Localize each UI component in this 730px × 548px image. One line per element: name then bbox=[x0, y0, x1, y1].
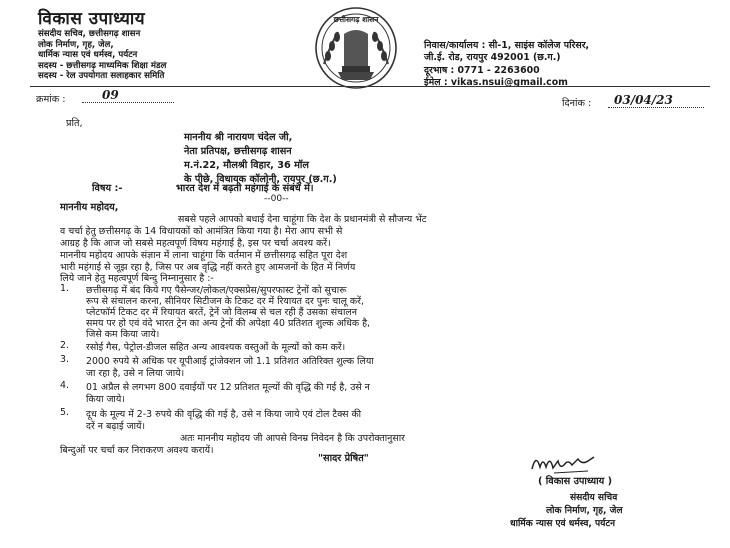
paragraph-line: भारी महंगाई से जूझ रहा है, जिस पर अब वृद्धि नहीं करते हुए आमजनों के हित में निर्णय bbox=[60, 262, 356, 273]
regards: "सादर प्रेषित" bbox=[318, 453, 369, 464]
signatory-title: संसदीय सचिव bbox=[570, 493, 618, 503]
recipient-line: के पीछे, विधायक कॉलोनी, रायपुर (छ.ग.) bbox=[184, 174, 337, 185]
address-line: जी.ई. रोड, रायपुर 492001 (छ.ग.) bbox=[424, 52, 561, 64]
ref-label: क्रमांक : bbox=[36, 94, 66, 105]
point-number: 1. bbox=[60, 283, 69, 294]
point-line: दूध के मूल्य में 2-3 रुपये की वृद्धि की गई है, उसे न किया जाये एवं टोल टैक्स की bbox=[86, 409, 362, 420]
recipient-line: नेता प्रतिपक्ष, छत्तीसगढ़ शासन bbox=[184, 146, 292, 157]
point-number: 5. bbox=[60, 407, 69, 418]
point-line: किया जाये। bbox=[86, 394, 125, 405]
phone-line: दूरभाष : 0771 - 2263600 bbox=[424, 64, 540, 76]
point-line: छत्तीसगढ़ में बंद किये गए पैसेन्जर/लोकल/एक्सप्रेस/सुपरफास्ट ट्रेनों को सुचारू bbox=[86, 285, 347, 296]
point-line: जा रहा है, उसे न लिया जाये। bbox=[86, 368, 185, 379]
ref-number: 09 bbox=[82, 88, 174, 103]
point-number: 4. bbox=[60, 380, 69, 391]
prati-label: प्रति, bbox=[66, 118, 83, 129]
paragraph-line: सबसे पहले आपको बधाई देना चाहूंगा कि देश के प्रधानमंत्री से सौजन्य भेंट bbox=[178, 214, 427, 225]
date-label: दिनांक : bbox=[562, 98, 592, 109]
subject-text: भारत देश में बढ़ती महंगाई के संबंध में। bbox=[176, 183, 314, 194]
salutation: माननीय महोदय, bbox=[60, 202, 119, 213]
designation-line: संसदीय सचिव, छत्तीसगढ़ शासन bbox=[38, 29, 141, 39]
point-line: रूप से संचालन करना, सीनियर सिटीजन के टिकट दर में रियायत दर पुनः चालू करें, bbox=[86, 296, 364, 307]
paragraph-line: आग्रह है कि आज जो सबसे महत्वपूर्ण विषय महंगाई है, इस पर चर्चा अवश्य करें। bbox=[60, 238, 331, 249]
point-number: 2. bbox=[60, 340, 69, 351]
address-line: निवास/कार्यालय : सी-1, साइंस कॉलेज परिसर, bbox=[424, 40, 590, 51]
sender-name: विकास उपाध्याय bbox=[38, 9, 146, 29]
designation-line: लोक निर्माण, गृह, जेल, bbox=[38, 39, 114, 50]
paragraph-line: माननीय महोदय आपके संज्ञान में लाना चाहूंगा कि वर्तमान में छत्तीसगढ़ सहित पूरा देश bbox=[60, 250, 348, 261]
point-line: समय पर हो एवं वंदे भारत ट्रेन का अन्य ट्रेनों की अपेक्षा 40 प्रतिशत शुल्क अधिक है, bbox=[86, 318, 371, 329]
state-emblem-icon bbox=[308, 6, 404, 90]
recipient-line: माननीय श्री नारायण चंदेल जी, bbox=[184, 132, 293, 143]
emblem-text: छत्तीसगढ़ शासन bbox=[333, 15, 379, 24]
point-line: 01 अप्रैल से लगभग 800 दवाईयों पर 12 प्रतिशत मूल्यों की वृद्धि की गई है, उसे न bbox=[86, 382, 370, 393]
letterhead-right bbox=[424, 40, 714, 90]
signatory-title: धार्मिक न्यास एवं धर्मस्व, पर्यटन bbox=[510, 519, 616, 529]
designation-line: सदस्य - रेल उपयोगता सलाहकार समिति bbox=[38, 71, 165, 82]
paragraph-line: लिये जाने हेतु महत्वपूर्ण बिन्दु निम्नानुसार है :- bbox=[60, 273, 214, 284]
point-line: दरें न बढ़ाई जायें। bbox=[86, 421, 145, 432]
paragraph-line: व चर्चा हेतु छत्तीसगढ़ के 14 विधायकों को आमंत्रित किया गया है। मेरा आप सभी से bbox=[60, 226, 343, 237]
recipient-line: म.नं.22, मौलश्री विहार, 36 मॉल bbox=[184, 160, 309, 171]
designation-line: धार्मिक न्यास एवं धर्मस्व, पर्यटन bbox=[38, 50, 138, 61]
point-line: रसोई गैस, पेट्रोल-डीजल सहित अन्य आवश्यक वस्तुओं के मूल्यों को कम करें। bbox=[86, 342, 346, 353]
subject-label: विषय :- bbox=[92, 183, 123, 194]
point-line: जिसे कम किया जाये। bbox=[86, 329, 160, 340]
designation-line: सदस्य - छत्तीसगढ़ माध्यमिक शिक्षा मंडल bbox=[38, 60, 167, 71]
signatory-title: लोक निर्माण, गृह, जेल bbox=[546, 506, 623, 516]
signature-icon bbox=[528, 447, 598, 477]
point-number: 3. bbox=[60, 354, 69, 365]
signatory-name: ( विकास उपाध्याय ) bbox=[538, 476, 613, 487]
point-line: 2000 रुपये से अधिक पर यूपीआई ट्रांजेक्शन जो 1.1 प्रतिशत अतिरिक्त शुल्क लिया bbox=[86, 356, 374, 367]
date-value: 03/04/23 bbox=[608, 93, 704, 108]
closing-line: बिन्दुओं पर चर्चा कर निराकरण अवश्य करायें। bbox=[60, 445, 214, 456]
email-line: ईमेल : vikas.nsui@gmail.com bbox=[424, 77, 568, 89]
closing-line: अतः माननीय महोदय जी आपसे विनम्र निवेदन है कि उपरोक्तानुसार bbox=[180, 433, 405, 444]
point-line: प्लेटफॉर्म टिकट दर में रियायत बरतें, ट्रेनें जो विलम्ब से चल रही हैं उसका संचालन bbox=[86, 307, 357, 318]
letterhead-left bbox=[38, 6, 278, 82]
header-divider bbox=[30, 86, 710, 87]
subject-marker: --00-- bbox=[264, 194, 289, 204]
